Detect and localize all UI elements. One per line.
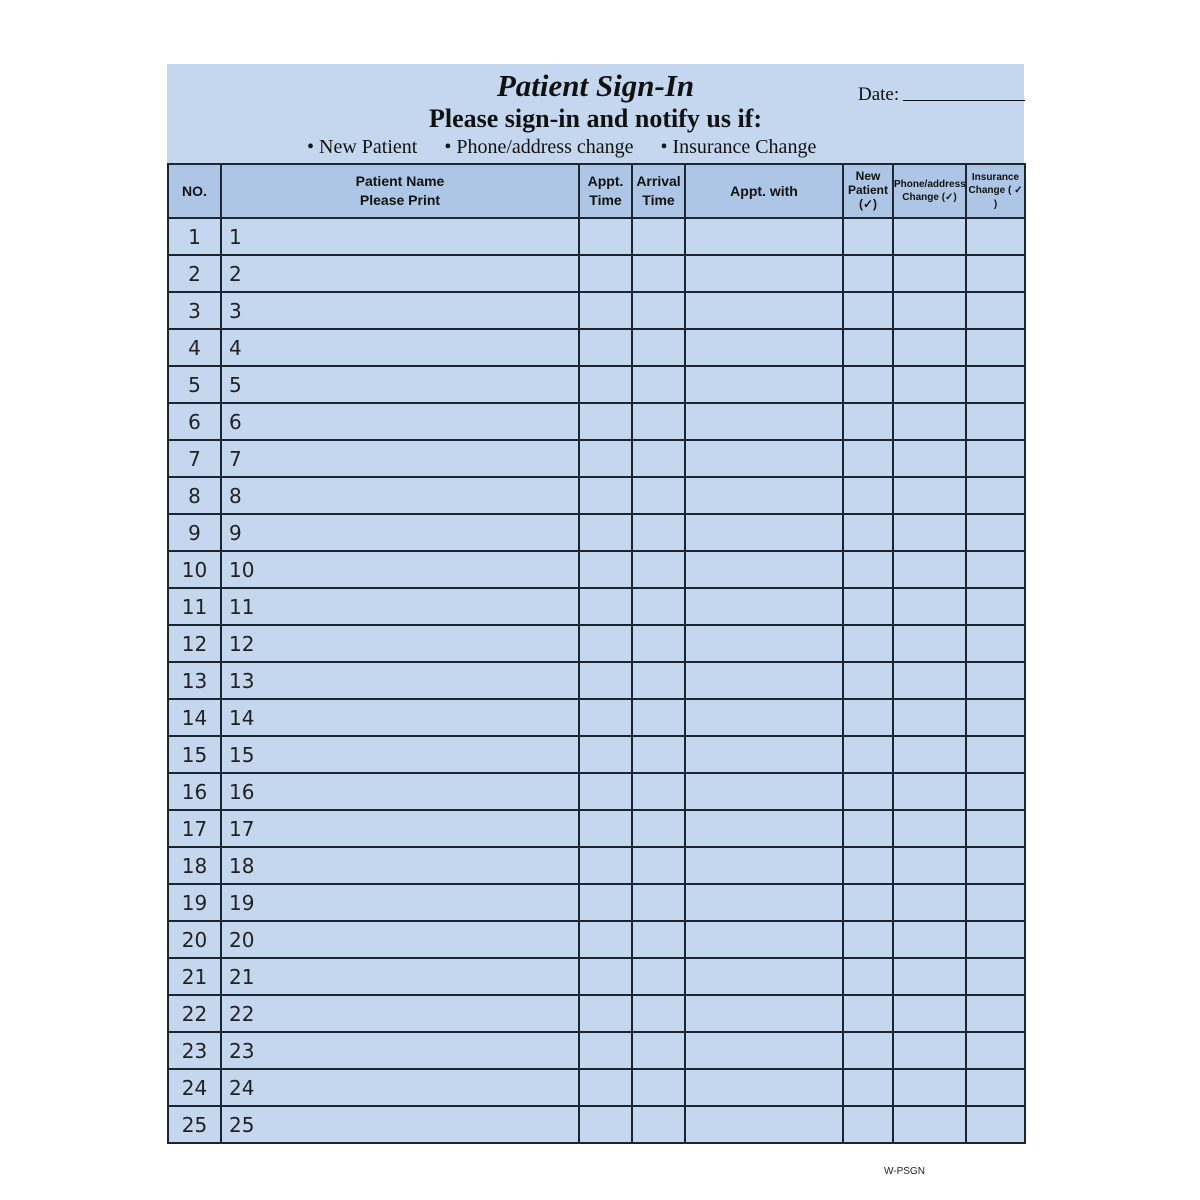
new-patient-cell[interactable] [843, 514, 893, 551]
insurance-change-cell[interactable] [966, 699, 1025, 736]
appt-time-cell[interactable] [579, 884, 632, 921]
row-number-label: 9 [229, 520, 242, 545]
arrival-time-cell[interactable] [632, 1069, 685, 1106]
row-number: 9 [168, 514, 221, 551]
row-number: 16 [168, 773, 221, 810]
row-number: 13 [168, 662, 221, 699]
row-number: 1 [168, 218, 221, 255]
arrival-time-cell[interactable] [632, 1032, 685, 1069]
row-number-label: 15 [229, 742, 255, 767]
row-number-label: 3 [229, 298, 242, 323]
sign-in-table [167, 163, 1026, 1144]
table-row [168, 958, 1025, 995]
appt-with-cell[interactable] [685, 958, 843, 995]
phone-change-cell[interactable] [893, 292, 966, 329]
appt-with-cell[interactable] [685, 625, 843, 662]
patient-name-cell[interactable] [221, 736, 579, 773]
patient-name-cell[interactable] [221, 773, 579, 810]
new-patient-cell[interactable] [843, 551, 893, 588]
appt-with-cell[interactable] [685, 1069, 843, 1106]
insurance-change-cell[interactable] [966, 625, 1025, 662]
row-number: 4 [168, 329, 221, 366]
arrival-time-cell[interactable] [632, 884, 685, 921]
insurance-change-cell[interactable] [966, 1069, 1025, 1106]
appt-with-cell[interactable] [685, 588, 843, 625]
arrival-time-cell[interactable] [632, 662, 685, 699]
row-number-label: 18 [229, 853, 255, 878]
new-patient-cell[interactable] [843, 625, 893, 662]
patient-name-cell[interactable] [221, 366, 579, 403]
new-patient-cell[interactable] [843, 440, 893, 477]
row-number-label: 8 [229, 483, 242, 508]
row-number: 24 [168, 1069, 221, 1106]
row-number-label: 11 [229, 594, 255, 619]
patient-name-cell[interactable] [221, 588, 579, 625]
appt-time-cell[interactable] [579, 440, 632, 477]
table-row [168, 1032, 1025, 1069]
appt-time-cell[interactable] [579, 477, 632, 514]
form-subtitle: Please sign-in and notify us if: [429, 104, 762, 133]
phone-change-cell[interactable] [893, 958, 966, 995]
patient-name-cell[interactable] [221, 403, 579, 440]
table-row [168, 292, 1025, 329]
table-row [168, 662, 1025, 699]
arrival-time-cell[interactable] [632, 773, 685, 810]
row-number-label: 24 [229, 1075, 255, 1100]
phone-change-cell[interactable] [893, 847, 966, 884]
patient-name-cell[interactable] [221, 958, 579, 995]
new-patient-cell[interactable] [843, 1106, 893, 1143]
table-row [168, 625, 1025, 662]
row-number-label: 23 [229, 1038, 255, 1063]
arrival-time-cell[interactable] [632, 699, 685, 736]
phone-change-cell[interactable] [893, 1106, 966, 1143]
insurance-change-cell[interactable] [966, 1106, 1025, 1143]
row-number-label: 22 [229, 1001, 255, 1026]
table-row [168, 366, 1025, 403]
arrival-time-cell[interactable] [632, 514, 685, 551]
insurance-change-cell[interactable] [966, 736, 1025, 773]
insurance-change-cell[interactable] [966, 218, 1025, 255]
insurance-change-cell[interactable] [966, 662, 1025, 699]
appt-time-cell[interactable] [579, 329, 632, 366]
arrival-time-cell[interactable] [632, 403, 685, 440]
form-title: Patient Sign-In [496, 68, 695, 103]
insurance-change-cell[interactable] [966, 884, 1025, 921]
row-number: 14 [168, 699, 221, 736]
new-patient-cell[interactable] [843, 218, 893, 255]
phone-change-cell[interactable] [893, 366, 966, 403]
new-patient-cell[interactable] [843, 292, 893, 329]
phone-change-cell[interactable] [893, 551, 966, 588]
appt-with-cell[interactable] [685, 292, 843, 329]
arrival-time-cell[interactable] [632, 551, 685, 588]
table-row [168, 1106, 1025, 1143]
arrival-time-cell[interactable] [632, 847, 685, 884]
appt-time-cell[interactable] [579, 810, 632, 847]
appt-with-cell[interactable] [685, 810, 843, 847]
arrival-time-cell[interactable] [632, 1106, 685, 1143]
row-number: 7 [168, 440, 221, 477]
insurance-change-cell[interactable] [966, 514, 1025, 551]
phone-change-cell[interactable] [893, 218, 966, 255]
new-patient-cell[interactable] [843, 921, 893, 958]
row-number: 21 [168, 958, 221, 995]
table-row [168, 514, 1025, 551]
table-row [168, 736, 1025, 773]
insurance-change-cell[interactable] [966, 773, 1025, 810]
row-number-label: 4 [229, 335, 242, 360]
new-patient-cell[interactable] [843, 699, 893, 736]
appt-time-cell[interactable] [579, 514, 632, 551]
row-number-label: 10 [229, 557, 255, 582]
appt-time-cell[interactable] [579, 1069, 632, 1106]
row-number: 22 [168, 995, 221, 1032]
appt-time-cell[interactable] [579, 736, 632, 773]
col-insurance-change: Insurance Change ( ✓ ) [966, 164, 1025, 218]
row-number-label: 20 [229, 927, 255, 952]
phone-change-cell[interactable] [893, 773, 966, 810]
table-row [168, 255, 1025, 292]
table-row [168, 551, 1025, 588]
arrival-time-cell[interactable] [632, 995, 685, 1032]
phone-change-cell[interactable] [893, 440, 966, 477]
arrival-time-cell[interactable] [632, 218, 685, 255]
new-patient-cell[interactable] [843, 810, 893, 847]
appt-time-cell[interactable] [579, 699, 632, 736]
insurance-change-cell[interactable] [966, 366, 1025, 403]
appt-with-cell[interactable] [685, 366, 843, 403]
notify-reasons [307, 136, 838, 159]
date-field[interactable] [903, 100, 1025, 101]
patient-name-cell[interactable] [221, 255, 579, 292]
appt-with-cell[interactable] [685, 847, 843, 884]
phone-change-cell[interactable] [893, 329, 966, 366]
appt-with-cell[interactable] [685, 921, 843, 958]
patient-name-cell[interactable] [221, 810, 579, 847]
arrival-time-cell[interactable] [632, 625, 685, 662]
insurance-change-cell[interactable] [966, 995, 1025, 1032]
table-row [168, 884, 1025, 921]
patient-name-cell[interactable] [221, 1032, 579, 1069]
arrival-time-cell[interactable] [632, 921, 685, 958]
table-row [168, 1069, 1025, 1106]
reason-phone-address: • Phone/address change [444, 136, 634, 158]
row-number-label: 19 [229, 890, 255, 915]
appt-with-cell[interactable] [685, 329, 843, 366]
insurance-change-cell[interactable] [966, 921, 1025, 958]
new-patient-cell[interactable] [843, 958, 893, 995]
new-patient-cell[interactable] [843, 255, 893, 292]
date-label: Date: [858, 84, 900, 105]
arrival-time-cell[interactable] [632, 810, 685, 847]
appt-time-cell[interactable] [579, 662, 632, 699]
appt-time-cell[interactable] [579, 255, 632, 292]
insurance-change-cell[interactable] [966, 958, 1025, 995]
phone-change-cell[interactable] [893, 1069, 966, 1106]
table-row [168, 847, 1025, 884]
patient-name-cell[interactable] [221, 625, 579, 662]
row-number: 18 [168, 847, 221, 884]
patient-name-cell[interactable] [221, 514, 579, 551]
row-number-label: 6 [229, 409, 242, 434]
row-number: 5 [168, 366, 221, 403]
col-phone-change: Phone/address Change (✓) [893, 164, 966, 218]
appt-with-cell[interactable] [685, 884, 843, 921]
phone-change-cell[interactable] [893, 921, 966, 958]
phone-change-cell[interactable] [893, 1032, 966, 1069]
phone-change-cell[interactable] [893, 699, 966, 736]
appt-time-cell[interactable] [579, 847, 632, 884]
new-patient-cell[interactable] [843, 662, 893, 699]
col-appt-time: Appt. Time [579, 164, 632, 218]
arrival-time-cell[interactable] [632, 958, 685, 995]
appt-with-cell[interactable] [685, 218, 843, 255]
patient-name-cell[interactable] [221, 218, 579, 255]
arrival-time-cell[interactable] [632, 736, 685, 773]
row-number: 23 [168, 1032, 221, 1069]
appt-time-cell[interactable] [579, 292, 632, 329]
appt-time-cell[interactable] [579, 588, 632, 625]
arrival-time-cell[interactable] [632, 329, 685, 366]
patient-name-cell[interactable] [221, 1069, 579, 1106]
insurance-change-cell[interactable] [966, 810, 1025, 847]
new-patient-cell[interactable] [843, 736, 893, 773]
patient-name-cell[interactable] [221, 551, 579, 588]
patient-name-cell[interactable] [221, 921, 579, 958]
appt-time-cell[interactable] [579, 218, 632, 255]
appt-time-cell[interactable] [579, 625, 632, 662]
patient-name-cell[interactable] [221, 662, 579, 699]
reason-insurance: • Insurance Change [660, 136, 817, 158]
row-number: 11 [168, 588, 221, 625]
table-row [168, 218, 1025, 255]
arrival-time-cell[interactable] [632, 440, 685, 477]
phone-change-cell[interactable] [893, 736, 966, 773]
row-number: 3 [168, 292, 221, 329]
header-row [168, 164, 1025, 218]
appt-time-cell[interactable] [579, 1032, 632, 1069]
appt-with-cell[interactable] [685, 1032, 843, 1069]
row-number: 19 [168, 884, 221, 921]
row-number: 2 [168, 255, 221, 292]
appt-with-cell[interactable] [685, 403, 843, 440]
arrival-time-cell[interactable] [632, 588, 685, 625]
patient-name-cell[interactable] [221, 440, 579, 477]
new-patient-cell[interactable] [843, 366, 893, 403]
new-patient-cell[interactable] [843, 588, 893, 625]
appt-time-cell[interactable] [579, 995, 632, 1032]
appt-with-cell[interactable] [685, 736, 843, 773]
new-patient-cell[interactable] [843, 1069, 893, 1106]
appt-with-cell[interactable] [685, 551, 843, 588]
patient-name-cell[interactable] [221, 699, 579, 736]
row-number-label: 1 [229, 224, 242, 249]
col-patient-name: Patient Name Please Print [221, 164, 579, 218]
appt-time-cell[interactable] [579, 958, 632, 995]
patient-name-cell[interactable] [221, 292, 579, 329]
row-number-label: 2 [229, 261, 242, 286]
insurance-change-cell[interactable] [966, 1032, 1025, 1069]
table-row [168, 440, 1025, 477]
new-patient-cell[interactable] [843, 329, 893, 366]
sign-in-form [167, 64, 1024, 1144]
patient-name-cell[interactable] [221, 847, 579, 884]
table-row [168, 588, 1025, 625]
phone-change-cell[interactable] [893, 514, 966, 551]
phone-change-cell[interactable] [893, 662, 966, 699]
new-patient-cell[interactable] [843, 477, 893, 514]
col-new-patient: New Patient (✓) [843, 164, 893, 218]
appt-with-cell[interactable] [685, 514, 843, 551]
row-number: 25 [168, 1106, 221, 1143]
insurance-change-cell[interactable] [966, 847, 1025, 884]
patient-name-cell[interactable] [221, 329, 579, 366]
table-row [168, 921, 1025, 958]
insurance-change-cell[interactable] [966, 292, 1025, 329]
row-number-label: 5 [229, 372, 242, 397]
new-patient-cell[interactable] [843, 1032, 893, 1069]
patient-name-cell[interactable] [221, 1106, 579, 1143]
col-arrival-time: Arrival Time [632, 164, 685, 218]
insurance-change-cell[interactable] [966, 477, 1025, 514]
insurance-change-cell[interactable] [966, 551, 1025, 588]
appt-with-cell[interactable] [685, 1106, 843, 1143]
new-patient-cell[interactable] [843, 773, 893, 810]
new-patient-cell[interactable] [843, 884, 893, 921]
appt-time-cell[interactable] [579, 403, 632, 440]
table-row [168, 995, 1025, 1032]
arrival-time-cell[interactable] [632, 366, 685, 403]
table-row [168, 403, 1025, 440]
insurance-change-cell[interactable] [966, 255, 1025, 292]
appt-time-cell[interactable] [579, 366, 632, 403]
patient-name-cell[interactable] [221, 477, 579, 514]
reason-new-patient: • New Patient [307, 136, 418, 158]
phone-change-cell[interactable] [893, 625, 966, 662]
appt-with-cell[interactable] [685, 477, 843, 514]
phone-change-cell[interactable] [893, 403, 966, 440]
row-number: 6 [168, 403, 221, 440]
appt-time-cell[interactable] [579, 773, 632, 810]
row-number: 10 [168, 551, 221, 588]
table-row [168, 699, 1025, 736]
arrival-time-cell[interactable] [632, 255, 685, 292]
appt-time-cell[interactable] [579, 921, 632, 958]
phone-change-cell[interactable] [893, 255, 966, 292]
phone-change-cell[interactable] [893, 995, 966, 1032]
row-number-label: 25 [229, 1112, 255, 1137]
row-number: 8 [168, 477, 221, 514]
insurance-change-cell[interactable] [966, 588, 1025, 625]
phone-change-cell[interactable] [893, 810, 966, 847]
row-number: 12 [168, 625, 221, 662]
row-number-label: 7 [229, 446, 242, 471]
col-no: NO. [168, 164, 221, 218]
row-number-label: 12 [229, 631, 255, 656]
new-patient-cell[interactable] [843, 847, 893, 884]
new-patient-cell[interactable] [843, 403, 893, 440]
row-number-label: 13 [229, 668, 255, 693]
insurance-change-cell[interactable] [966, 403, 1025, 440]
table-row [168, 477, 1025, 514]
insurance-change-cell[interactable] [966, 329, 1025, 366]
appt-with-cell[interactable] [685, 440, 843, 477]
appt-time-cell[interactable] [579, 551, 632, 588]
form-code: W-PSGN [884, 1166, 925, 1177]
appt-with-cell[interactable] [685, 662, 843, 699]
row-number-label: 16 [229, 779, 255, 804]
appt-with-cell[interactable] [685, 773, 843, 810]
table-row [168, 810, 1025, 847]
new-patient-cell[interactable] [843, 995, 893, 1032]
row-number: 15 [168, 736, 221, 773]
col-appt-with: Appt. with [685, 164, 843, 218]
arrival-time-cell[interactable] [632, 292, 685, 329]
table-row [168, 773, 1025, 810]
phone-change-cell[interactable] [893, 477, 966, 514]
phone-change-cell[interactable] [893, 588, 966, 625]
appt-time-cell[interactable] [579, 1106, 632, 1143]
patient-name-cell[interactable] [221, 884, 579, 921]
table-row [168, 329, 1025, 366]
arrival-time-cell[interactable] [632, 477, 685, 514]
phone-change-cell[interactable] [893, 884, 966, 921]
row-number: 17 [168, 810, 221, 847]
row-number-label: 17 [229, 816, 255, 841]
appt-with-cell[interactable] [685, 699, 843, 736]
appt-with-cell[interactable] [685, 995, 843, 1032]
row-number: 20 [168, 921, 221, 958]
patient-name-cell[interactable] [221, 995, 579, 1032]
appt-with-cell[interactable] [685, 255, 843, 292]
row-number-label: 21 [229, 964, 255, 989]
row-number-label: 14 [229, 705, 255, 730]
insurance-change-cell[interactable] [966, 440, 1025, 477]
